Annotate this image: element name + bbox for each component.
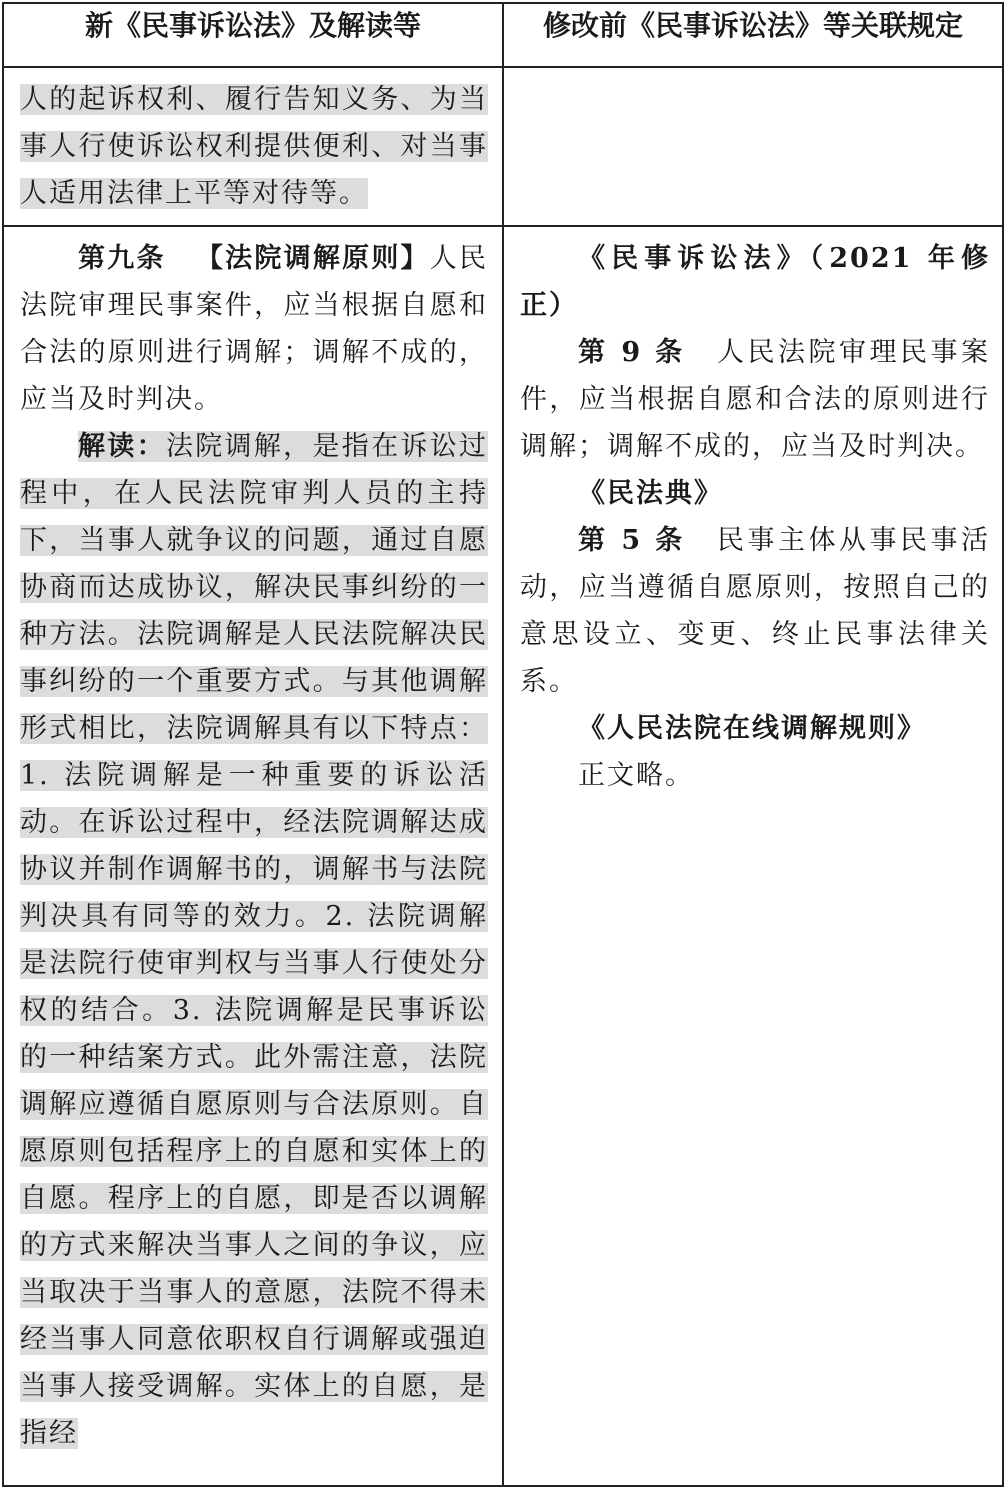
interpretation-text: 法院调解，是指在诉讼过程中，在人民法院审判人员的主持下，当事人就争议的问题，通过自愿协商而达成协议，解决民事纠纷的一种方法。法院调解是人民法院解决民事纠纷的一个重要方式。与其他调解形式相比，法院调解具有以下特点：1. 法院调解是一种重要的诉讼活动。在诉讼过程中，经法院调解达成协议并制作调解书的，调解书与法院判决具有同等的效力。2. 法院调解是法院行使审判权与当事人行使处分权的结合。3. 法院调解是民事诉讼的一种结案方式。此外需注意，法院调解应遵循自愿原则与合法原则。自愿原则包括程序上的自愿和实体上的自愿。程序上的自愿，即是否以调解的方式来解决当事人之间的争议，应当取决于当事人的意愿，法院不得未经当事人同意依职权自行调解或强迫当事人接受调解。实体上的自愿，是指经: [20, 431, 489, 1449]
law1-article-text: 人民法院审理民事案件，应当根据自愿和合法的原则进行调解；调解不成的，应当及时判决。: [520, 337, 990, 462]
left-cell: [3, 67, 503, 226]
article-text: 人民法院审理民事案件，应当根据自愿和合法的原则进行调解；调解不成的，应当及时判决。: [20, 243, 489, 415]
table-row: [3, 67, 1003, 226]
law-comparison-table: [2, 2, 1004, 1487]
law1-title: 《民事诉讼法》（2021 年修正）: [520, 243, 990, 321]
interpretation-label: 解读：: [78, 431, 166, 462]
header-row: [3, 3, 1003, 67]
left-cell: [3, 226, 503, 1486]
law2-article-text: 民事主体从事民事活动，应当遵循自愿原则，按照自己的意思设立、变更、终止民事法律关系。: [520, 525, 990, 697]
table-row: [3, 226, 1003, 1486]
law1-article-label: 第 9 条: [578, 337, 686, 368]
law3-text: 正文略。: [578, 760, 694, 791]
law2-title: 《民法典》: [578, 478, 723, 509]
right-cell: [503, 226, 1003, 1486]
article-title: 【法院调解原则】: [195, 243, 430, 274]
article-paragraph: [20, 235, 488, 423]
law3-title: 《人民法院在线调解规则》: [578, 713, 926, 744]
header-left: 新《民事诉讼法》及解读等: [3, 3, 503, 67]
header-right: 修改前《民事诉讼法》等关联规定: [503, 3, 1003, 67]
interpretation-paragraph: [20, 423, 488, 1457]
right-cell-empty: [503, 67, 1003, 226]
interpretation-continued-text: 人的起诉权利、履行告知义务、为当事人行使诉讼权利提供便利、对当事人适用法律上平等对待等。: [20, 84, 488, 209]
law1-article: [520, 329, 990, 470]
law2-article: [520, 517, 990, 705]
article-label: 第九条: [78, 243, 166, 274]
law2-article-label: 第 5 条: [578, 525, 686, 556]
